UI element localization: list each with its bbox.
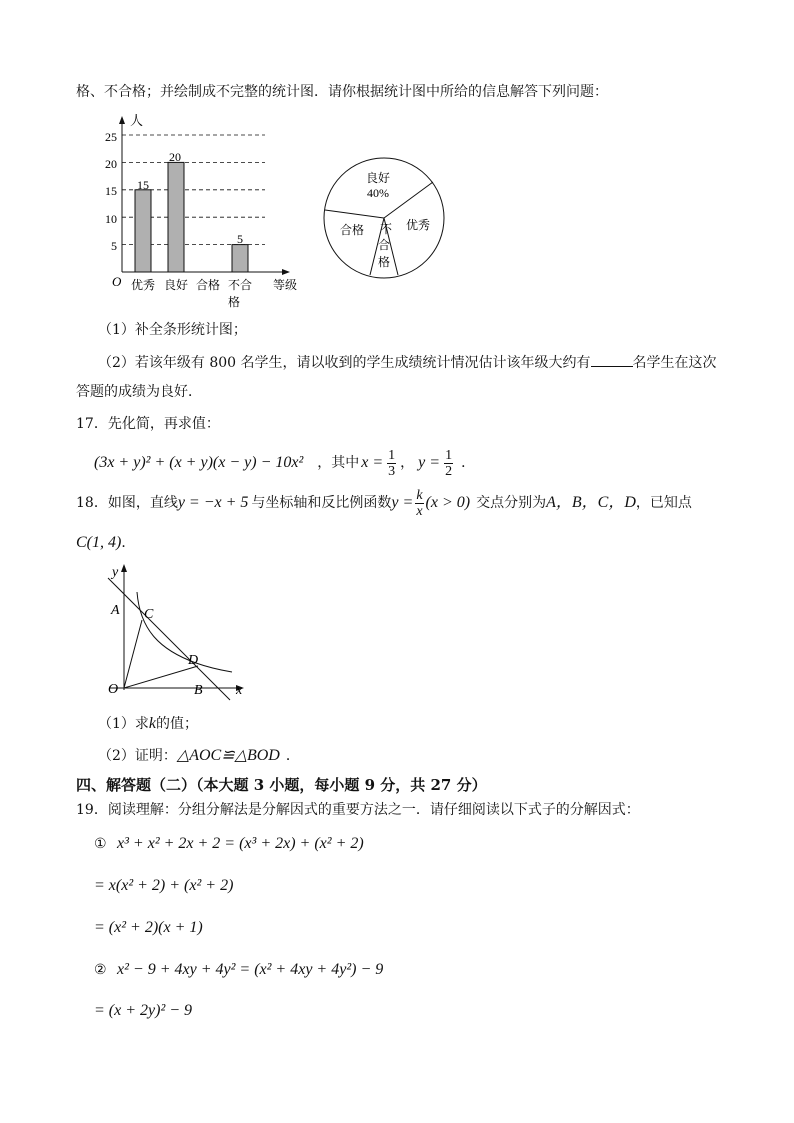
q18-part1 <box>98 714 198 734</box>
q19-line3-expr: = (x² + 2)(x + 1) <box>94 919 203 936</box>
q18-part2-stmt: △AOC≌△BOD <box>176 747 280 764</box>
pie-divider-right <box>384 182 433 218</box>
y-tick-10: 10 <box>105 212 117 226</box>
bar-1 <box>168 162 184 272</box>
pie-label-hege: 合格 <box>339 223 365 237</box>
q16-part1: （1）补全条形统计图； <box>98 322 247 338</box>
graph-label-y: y <box>112 565 119 580</box>
q18-part1-end: 的值； <box>156 716 199 732</box>
origin-label: O <box>112 274 122 289</box>
q17-title: 17．先化简，再求值： <box>76 416 220 432</box>
q17-expression: (3x + y)² + (x + y)(x − y) − 10x² <box>94 454 304 471</box>
q17-sep: ， <box>400 455 415 471</box>
q17-cond-a: ，其中 <box>317 455 360 471</box>
q18-part1-var: k <box>148 715 157 732</box>
q19-title: 19．阅读理解：分组分解法是分解因式的重要方法之一．请仔细阅读以下式子的分解因式： <box>76 802 640 818</box>
segment-OD <box>124 666 198 688</box>
q16-part2 <box>98 352 717 373</box>
q19-line2 <box>94 876 233 896</box>
q19-line4-expr: x² − 9 + 4xy + 4y² = (x² + 4xy + 4y²) − 9 <box>117 961 384 978</box>
q18-given-end: ． <box>121 535 136 551</box>
bar-3 <box>232 245 248 272</box>
q17-expression-line <box>94 446 475 480</box>
q17-y-num: 1 <box>445 447 453 463</box>
q19-line3 <box>94 918 203 938</box>
intro-text: 格、不合格；并绘制成不完整的统计图．请你根据统计图中所给的信息解答下列问题： <box>76 84 608 100</box>
bar-0 <box>135 190 151 272</box>
q18-given-line <box>76 533 135 553</box>
pie-divider-left <box>325 210 384 218</box>
q17-y-den: 2 <box>445 463 453 479</box>
graph-label-A: A <box>111 603 120 618</box>
q17-x-fraction <box>387 448 396 479</box>
pie-label-ge: 格 <box>377 255 391 269</box>
q18-graph <box>100 560 260 705</box>
pie-label-youxiu: 优秀 <box>405 218 431 232</box>
q18-title-a: 18．如图，直线 <box>76 495 178 511</box>
y-axis-label: 人 <box>130 113 144 128</box>
graph-label-x: x <box>236 683 243 698</box>
q19-line1-expr: x³ + x² + 2x + 2 = (x³ + 2x) + (x² + 2) <box>117 835 364 852</box>
bar-label-buhege: 5 <box>237 232 243 246</box>
pie-label-40: 40% <box>367 186 389 200</box>
q17-y-eq: y = <box>418 454 441 471</box>
graph-label-D: D <box>188 653 199 668</box>
q17-x-den: 3 <box>388 463 396 479</box>
q19-mark-1: ① <box>94 836 107 852</box>
x-axis-label: 等级 <box>272 278 298 292</box>
q18-part2 <box>98 746 300 766</box>
q16-part2-b: 名学生在这次 <box>632 355 717 371</box>
q18-part2-a: （2）证明： <box>98 748 177 764</box>
q17-x-eq: x = <box>361 454 384 471</box>
q19-mark-2: ② <box>94 962 107 978</box>
cat-lianghao: 良好 <box>163 278 189 292</box>
segment-OC <box>124 620 142 688</box>
graph-label-B: B <box>194 683 203 698</box>
q18-func-lhs: y = <box>391 494 414 511</box>
cat-buhege-1: 不合 <box>227 278 253 292</box>
y-tick-20: 20 <box>105 157 117 171</box>
answer-blank[interactable] <box>591 352 633 367</box>
q18-points: A，B，C，D <box>546 494 636 511</box>
q19-line5-expr: = (x + 2y)² − 9 <box>94 1002 193 1019</box>
pie-label-lianghao: 良好 <box>365 171 391 185</box>
q17-end: ． <box>461 455 476 471</box>
cat-hege: 合格 <box>195 278 221 292</box>
pie-chart <box>320 164 450 274</box>
q18-func-den: x <box>416 503 423 519</box>
bar-label-youxiu: 15 <box>137 178 149 192</box>
q18-part1-a: （1）求 <box>98 716 149 732</box>
q18-func-num: k <box>416 487 423 503</box>
hyperbola-curve <box>137 592 232 672</box>
line-y-neg-x-plus-5 <box>108 578 230 700</box>
q18-func-fraction <box>415 488 423 519</box>
q19-line1 <box>94 834 364 854</box>
q17-x-num: 1 <box>388 447 396 463</box>
bar-label-lianghao: 20 <box>169 150 181 164</box>
cat-youxiu: 优秀 <box>130 278 156 292</box>
q16-part2-cont: 答题的成绩为良好． <box>76 384 202 400</box>
q18-line-eq: y = −x + 5 <box>177 494 249 511</box>
q19-line4 <box>94 960 383 980</box>
graph-label-C: C <box>144 607 154 622</box>
graph-label-O: O <box>108 682 119 697</box>
q19-line5 <box>94 1001 192 1021</box>
q19-line2-expr: = x(x² + 2) + (x² + 2) <box>94 877 234 894</box>
q17-y-fraction <box>444 448 453 479</box>
y-tick-15: 15 <box>105 184 117 198</box>
pie-label-bu: 不 <box>379 222 393 236</box>
q18-title-b: 与坐标轴和反比例函数 <box>251 495 392 511</box>
q18-given: C(1, 4) <box>76 534 122 551</box>
q18-title-c: 交点分别为 <box>476 495 547 511</box>
pie-label-he: 合 <box>377 238 391 252</box>
q18-title-d: ，已知点 <box>635 495 692 511</box>
q18-func-cond: (x > 0) <box>425 494 471 511</box>
q16-part2-a: （2）若该年级有 800 名学生，请以收到的学生成绩统计情况估计该年级大约有 <box>98 355 591 371</box>
cat-buhege-2: 格 <box>227 295 241 309</box>
section-4-heading: 四、解答题（二）（本大题 3 小题，每小题 9 分，共 27 分） <box>76 776 487 794</box>
bar-chart <box>100 110 340 310</box>
q18-title-line <box>76 486 692 520</box>
q18-part2-end: ． <box>285 748 300 764</box>
y-tick-5: 5 <box>111 239 117 253</box>
y-tick-25: 25 <box>105 130 117 144</box>
